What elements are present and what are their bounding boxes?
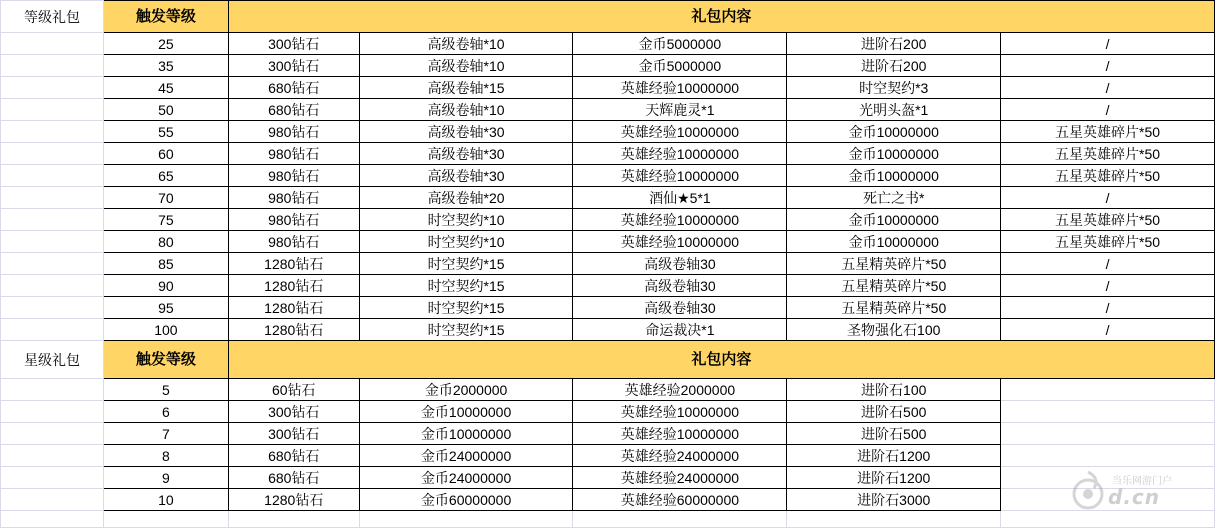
table-row <box>1 275 1215 297</box>
header-pack-contents[interactable]: 礼包内容 <box>228 341 1214 379</box>
table-cell[interactable]: 80 <box>103 231 228 253</box>
table-cell[interactable]: 高级卷轴30 <box>573 297 787 319</box>
table-cell[interactable]: 980钻石 <box>228 209 359 231</box>
empty-cell[interactable] <box>787 511 1001 528</box>
table-row <box>1 77 1215 99</box>
table-cell[interactable]: 五星英雄碎片*50 <box>1001 121 1215 143</box>
empty-cell[interactable] <box>1 275 104 297</box>
empty-cell[interactable] <box>1 253 104 275</box>
table-cell[interactable]: 进阶石1200 <box>787 467 1001 489</box>
table-cell[interactable]: 680钻石 <box>228 99 359 121</box>
table-cell[interactable]: 英雄经验2000000 <box>573 379 787 401</box>
table-cell[interactable]: 高级卷轴*10 <box>359 33 573 55</box>
table-cell[interactable]: 金币24000000 <box>359 467 573 489</box>
table-cell[interactable]: 五星英雄碎片*50 <box>1001 165 1215 187</box>
table-cell[interactable]: 金币10000000 <box>787 165 1001 187</box>
table-row <box>1 33 1215 55</box>
table-cell[interactable]: 进阶石200 <box>787 33 1001 55</box>
table-cell[interactable]: 金币60000000 <box>359 489 573 511</box>
table-cell[interactable]: 五星英雄碎片*50 <box>1001 231 1215 253</box>
table-cell[interactable]: 英雄经验10000000 <box>573 231 787 253</box>
table-cell[interactable]: 65 <box>103 165 228 187</box>
table-cell[interactable]: 300钻石 <box>228 55 359 77</box>
table-cell[interactable]: 1280钻石 <box>228 297 359 319</box>
table-cell[interactable]: 圣物强化石100 <box>787 319 1001 341</box>
table-cell[interactable]: 进阶石200 <box>787 55 1001 77</box>
table-cell[interactable]: 金币10000000 <box>787 209 1001 231</box>
table-cell[interactable]: 命运裁决*1 <box>573 319 787 341</box>
table-cell[interactable]: 60钻石 <box>228 379 359 401</box>
table-cell[interactable]: 英雄经验10000000 <box>573 209 787 231</box>
empty-cell[interactable] <box>1001 511 1215 528</box>
header-trigger-level[interactable]: 触发等级 <box>103 1 228 33</box>
empty-row <box>1 511 1215 528</box>
table-cell[interactable]: 50 <box>103 99 228 121</box>
table-row <box>1 423 1215 445</box>
table-cell[interactable]: 英雄经验10000000 <box>573 165 787 187</box>
table-cell[interactable]: 1280钻石 <box>228 319 359 341</box>
table-row <box>1 297 1215 319</box>
empty-cell[interactable] <box>103 511 228 528</box>
empty-cell[interactable] <box>1001 445 1215 467</box>
table-cell[interactable]: 五星精英碎片*50 <box>787 275 1001 297</box>
table-cell[interactable]: 7 <box>103 423 228 445</box>
table-cell[interactable]: 高级卷轴*30 <box>359 121 573 143</box>
empty-cell[interactable] <box>1 121 104 143</box>
watermark-text-top: 当乐网游门户 <box>1112 476 1172 487</box>
table-cell[interactable]: 时空契约*10 <box>359 209 573 231</box>
empty-cell[interactable] <box>1 55 104 77</box>
table-row <box>1 401 1215 423</box>
table-row <box>1 55 1215 77</box>
table-cell[interactable]: / <box>1001 55 1215 77</box>
table-cell[interactable]: / <box>1001 275 1215 297</box>
table-row <box>1 319 1215 341</box>
table-cell[interactable]: 70 <box>103 187 228 209</box>
table-cell[interactable]: 光明头盔*1 <box>787 99 1001 121</box>
table-row <box>1 165 1215 187</box>
table-cell[interactable]: 300钻石 <box>228 401 359 423</box>
table-cell[interactable]: 5 <box>103 379 228 401</box>
table-cell[interactable]: 时空契约*3 <box>787 77 1001 99</box>
table-cell[interactable]: 高级卷轴*30 <box>359 143 573 165</box>
table-cell[interactable]: 英雄经验24000000 <box>573 467 787 489</box>
table-cell[interactable]: 金币10000000 <box>787 121 1001 143</box>
table-cell[interactable]: 980钻石 <box>228 231 359 253</box>
empty-cell[interactable] <box>359 511 573 528</box>
table-cell[interactable]: 55 <box>103 121 228 143</box>
section-label[interactable]: 星级礼包 <box>1 341 104 379</box>
table-cell[interactable]: 300钻石 <box>228 423 359 445</box>
table-cell[interactable]: 英雄经验10000000 <box>573 423 787 445</box>
table-cell[interactable]: 时空契约*15 <box>359 297 573 319</box>
table-row <box>1 489 1215 511</box>
header-trigger-level[interactable]: 触发等级 <box>103 341 228 379</box>
table-cell[interactable]: 980钻石 <box>228 187 359 209</box>
table-cell[interactable]: 时空契约*15 <box>359 253 573 275</box>
table-cell[interactable]: 75 <box>103 209 228 231</box>
empty-cell[interactable] <box>1 33 104 55</box>
table-cell[interactable]: 90 <box>103 275 228 297</box>
table-row <box>1 209 1215 231</box>
empty-cell[interactable] <box>1 423 104 445</box>
watermark-text-main: d.cn <box>1108 485 1161 509</box>
empty-cell[interactable] <box>1 379 104 401</box>
table-row <box>1 253 1215 275</box>
empty-cell[interactable] <box>1001 489 1215 511</box>
table-cell[interactable]: 时空契约*10 <box>359 231 573 253</box>
table-cell[interactable]: 9 <box>103 467 228 489</box>
empty-cell[interactable] <box>1 511 104 528</box>
table-cell[interactable]: 金币2000000 <box>359 379 573 401</box>
table-cell[interactable]: 高级卷轴*10 <box>359 99 573 121</box>
table-cell[interactable]: 高级卷轴30 <box>573 253 787 275</box>
table-cell[interactable]: 680钻石 <box>228 445 359 467</box>
table-cell[interactable]: / <box>1001 253 1215 275</box>
table-row <box>1 121 1215 143</box>
sheet-body <box>1 1 1215 528</box>
table-cell[interactable]: 进阶石500 <box>787 423 1001 445</box>
table-cell[interactable]: 死亡之书* <box>787 187 1001 209</box>
empty-cell[interactable] <box>1 99 104 121</box>
table-cell[interactable]: 980钻石 <box>228 121 359 143</box>
table-cell[interactable]: 五星英雄碎片*50 <box>1001 209 1215 231</box>
table-cell[interactable]: / <box>1001 33 1215 55</box>
empty-cell[interactable] <box>1001 467 1215 489</box>
table-cell[interactable]: 60 <box>103 143 228 165</box>
empty-cell[interactable] <box>1001 401 1215 423</box>
empty-cell[interactable] <box>1 319 104 341</box>
table-cell[interactable]: / <box>1001 99 1215 121</box>
empty-cell[interactable] <box>1 445 104 467</box>
table-row <box>1 143 1215 165</box>
table-cell[interactable]: 100 <box>103 319 228 341</box>
table-row <box>1 467 1215 489</box>
section-label[interactable]: 等级礼包 <box>1 1 104 33</box>
table-cell[interactable]: 95 <box>103 297 228 319</box>
table-row <box>1 379 1215 401</box>
table-cell[interactable]: 时空契约*15 <box>359 319 573 341</box>
empty-cell[interactable] <box>1001 423 1215 445</box>
table-cell[interactable]: 680钻石 <box>228 467 359 489</box>
table-cell[interactable]: 25 <box>103 33 228 55</box>
empty-cell[interactable] <box>1 297 104 319</box>
table-row <box>1 187 1215 209</box>
table-cell[interactable]: / <box>1001 187 1215 209</box>
table-cell[interactable]: 980钻石 <box>228 165 359 187</box>
empty-cell[interactable] <box>1001 379 1215 401</box>
table-cell[interactable]: / <box>1001 77 1215 99</box>
table-cell[interactable]: 300钻石 <box>228 33 359 55</box>
table-cell[interactable]: 金币10000000 <box>787 231 1001 253</box>
empty-cell[interactable] <box>1 187 104 209</box>
table-cell[interactable]: 金币10000000 <box>359 401 573 423</box>
table-cell[interactable]: 进阶石1200 <box>787 445 1001 467</box>
empty-cell[interactable] <box>1 77 104 99</box>
table-cell[interactable]: 英雄经验60000000 <box>573 489 787 511</box>
table-cell[interactable]: 金币24000000 <box>359 445 573 467</box>
table-cell[interactable]: 45 <box>103 77 228 99</box>
table-cell[interactable]: 高级卷轴*30 <box>359 165 573 187</box>
empty-cell[interactable] <box>1 165 104 187</box>
table-cell[interactable]: 金币10000000 <box>359 423 573 445</box>
table-cell[interactable]: 6 <box>103 401 228 423</box>
table-cell[interactable]: 英雄经验10000000 <box>573 77 787 99</box>
table-cell[interactable]: 8 <box>103 445 228 467</box>
table-cell[interactable]: 五星英雄碎片*50 <box>1001 143 1215 165</box>
table-cell[interactable]: 35 <box>103 55 228 77</box>
table-cell[interactable]: 金币5000000 <box>573 33 787 55</box>
empty-cell[interactable] <box>228 511 359 528</box>
table-cell[interactable]: 进阶石100 <box>787 379 1001 401</box>
table-cell[interactable]: 英雄经验10000000 <box>573 121 787 143</box>
empty-cell[interactable] <box>1 143 104 165</box>
table-cell[interactable]: 680钻石 <box>228 77 359 99</box>
empty-cell[interactable] <box>1 489 104 511</box>
table-cell[interactable]: 10 <box>103 489 228 511</box>
empty-cell[interactable] <box>1 209 104 231</box>
table-row <box>1 99 1215 121</box>
table-cell[interactable]: 高级卷轴*20 <box>359 187 573 209</box>
table-cell[interactable]: 进阶石500 <box>787 401 1001 423</box>
table-cell[interactable]: 五星精英碎片*50 <box>787 253 1001 275</box>
table-cell[interactable]: 980钻石 <box>228 143 359 165</box>
table-cell[interactable]: 金币10000000 <box>787 143 1001 165</box>
table-cell[interactable]: 1280钻石 <box>228 275 359 297</box>
table-cell[interactable]: / <box>1001 319 1215 341</box>
table-cell[interactable]: 1280钻石 <box>228 253 359 275</box>
table-cell[interactable]: 高级卷轴*15 <box>359 77 573 99</box>
table-row <box>1 231 1215 253</box>
table-cell[interactable]: 金币5000000 <box>573 55 787 77</box>
table-cell[interactable]: 英雄经验10000000 <box>573 401 787 423</box>
table-cell[interactable]: 英雄经验10000000 <box>573 143 787 165</box>
table-cell[interactable]: 英雄经验24000000 <box>573 445 787 467</box>
table-cell[interactable]: 高级卷轴*10 <box>359 55 573 77</box>
section-header-row <box>1 1 1215 33</box>
table-cell[interactable]: 进阶石3000 <box>787 489 1001 511</box>
table-cell[interactable]: 酒仙★5*1 <box>573 187 787 209</box>
table-row <box>1 445 1215 467</box>
empty-cell[interactable] <box>573 511 787 528</box>
table-cell[interactable]: 85 <box>103 253 228 275</box>
table-cell[interactable]: 时空契约*15 <box>359 275 573 297</box>
table-cell[interactable]: / <box>1001 297 1215 319</box>
empty-cell[interactable] <box>1 467 104 489</box>
table-cell[interactable]: 高级卷轴30 <box>573 275 787 297</box>
table-cell[interactable]: 天辉鹿灵*1 <box>573 99 787 121</box>
table-cell[interactable]: 1280钻石 <box>228 489 359 511</box>
table-cell[interactable]: 五星精英碎片*50 <box>787 297 1001 319</box>
header-pack-contents[interactable]: 礼包内容 <box>228 1 1214 33</box>
section-header-row <box>1 341 1215 379</box>
empty-cell[interactable] <box>1 401 104 423</box>
empty-cell[interactable] <box>1 231 104 253</box>
